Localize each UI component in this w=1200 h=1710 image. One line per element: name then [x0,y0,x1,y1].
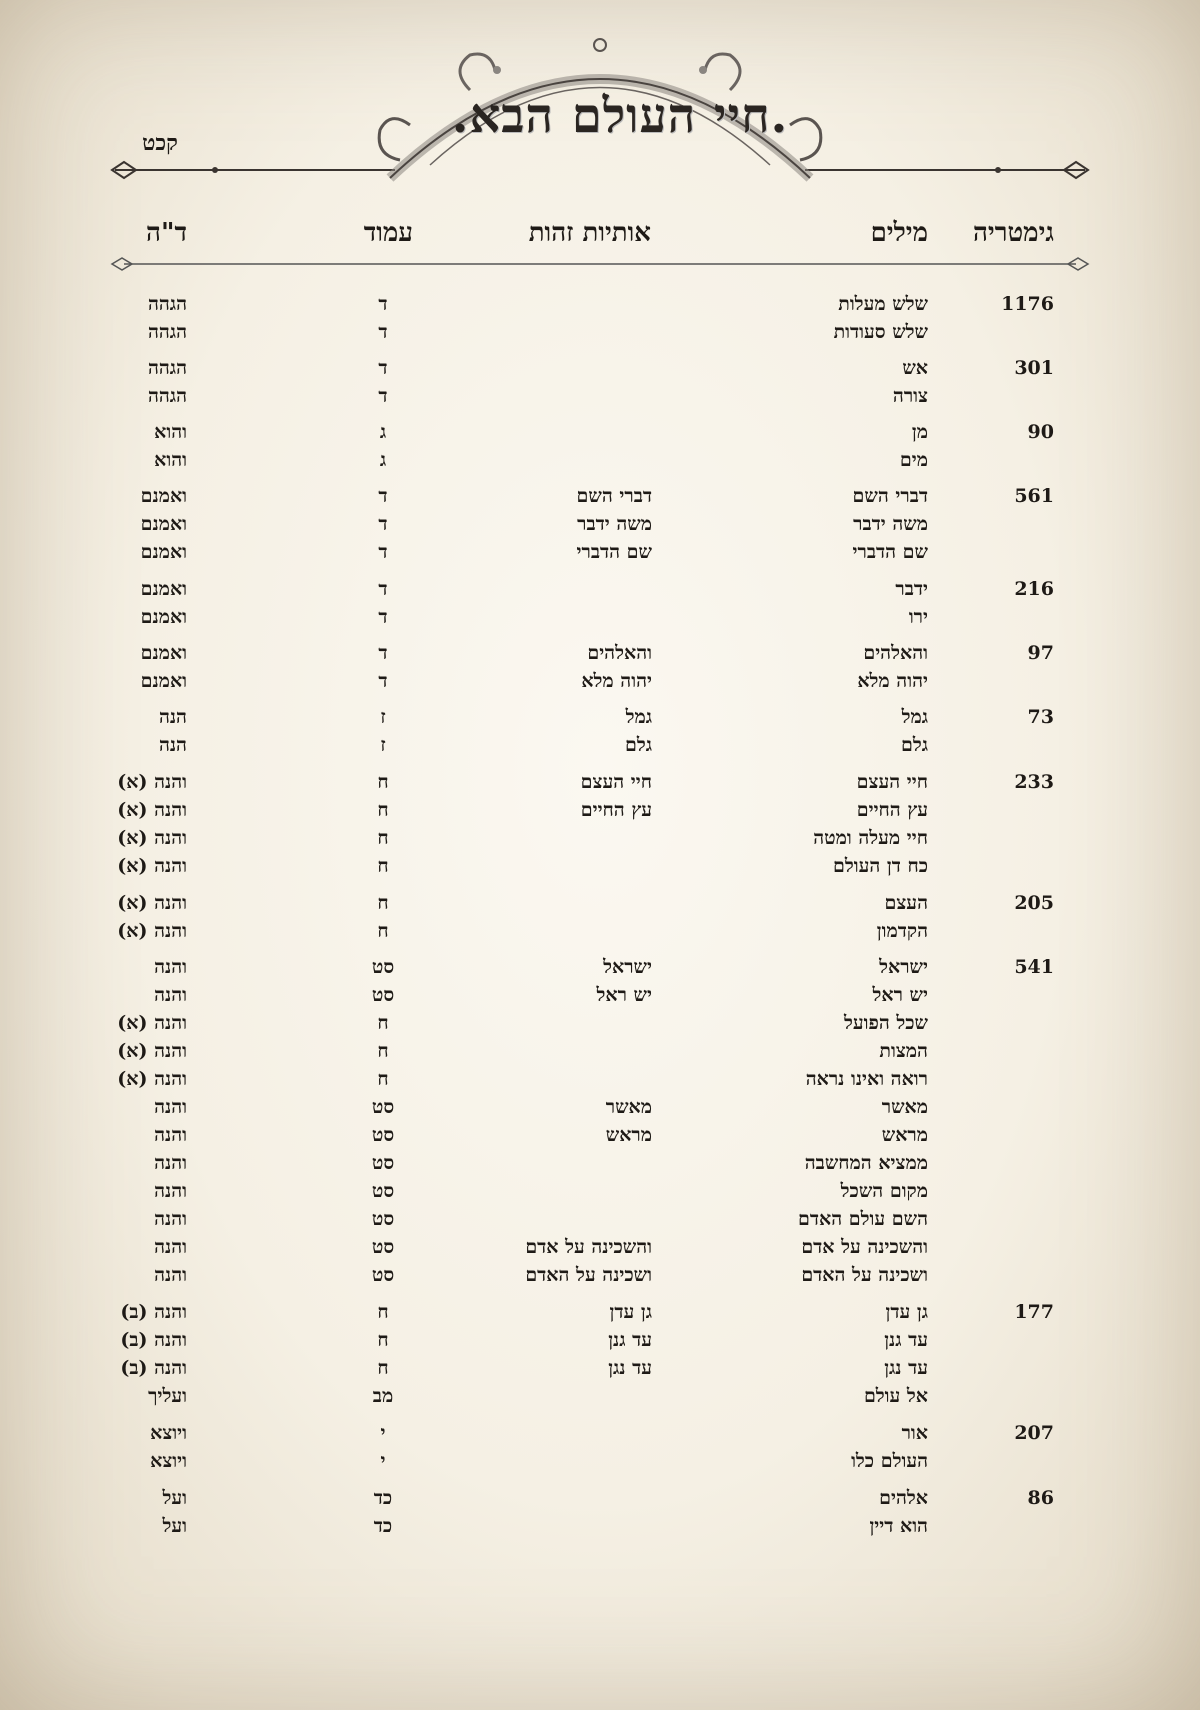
table-row [0,1012,1200,1040]
word-cell: רואה ואינו נראה [805,1068,928,1090]
dh-cell: והנה (א) [117,771,187,793]
page-cell: י [380,1422,386,1444]
gematria-value: 73 [1027,706,1054,728]
word-cell: העולם כלו [851,1450,928,1472]
gematria-value: 216 [1014,578,1054,600]
letters-cell: עד נגן [608,1357,652,1379]
table-row [0,984,1200,1012]
table-row [0,485,1200,513]
page-cell: ח [377,827,389,849]
table-row [0,1329,1200,1357]
page-cell: י [380,1450,386,1472]
word-cell: העצם [884,892,928,914]
word-cell: חיי מעלה ומטה [813,827,928,849]
word-cell: והשכינה על אדם [801,1236,928,1258]
page-cell: סט [371,1096,395,1118]
table-row [0,606,1200,634]
word-cell: יהוה מלא [857,670,928,692]
page-cell: מב [372,1385,394,1407]
word-cell: עץ החיים [856,799,928,821]
dh-cell: והנה (א) [117,827,187,849]
letters-cell: מראש [605,1124,652,1146]
gematria-group [0,578,1200,634]
gematria-value: 97 [1027,642,1054,664]
dh-cell: והוא [154,421,187,443]
gematria-value: 207 [1014,1422,1054,1444]
page-cell: סט [371,1236,395,1258]
table-row [0,892,1200,920]
gematria-group [0,706,1200,762]
page-cell: ד [378,578,388,600]
letters-cell: שם הדברי [576,541,652,563]
table-row [0,1040,1200,1068]
page-cell: ח [377,1301,389,1323]
word-cell: הוא דיין [869,1515,928,1537]
column-headers [0,218,1200,258]
gematria-value: 541 [1014,956,1054,978]
page-cell: ח [377,892,389,914]
dh-cell: והנה [154,1152,187,1174]
gematria-group [0,293,1200,349]
dh-cell: והנה (א) [117,1068,187,1090]
gematria-group [0,956,1200,1292]
gematria-value: 301 [1014,357,1054,379]
letters-cell: משה ידבר [577,513,652,535]
dh-cell: והנה [154,1124,187,1146]
table-row [0,706,1200,734]
page-cell: ד [378,321,388,343]
letters-cell: גן עדן [609,1301,652,1323]
dh-cell: והנה (א) [117,920,187,942]
gematria-group [0,1487,1200,1543]
gematria-value: 90 [1027,421,1054,443]
page-cell: ז [380,706,386,728]
dh-cell: ואמנם [140,485,187,507]
page-cell: ד [378,670,388,692]
word-cell: אור [901,1422,928,1444]
page-cell: ד [378,642,388,664]
word-cell: מים [899,449,928,471]
letters-cell: ישראל [603,956,652,978]
dh-cell: הגהה [147,321,187,343]
gematria-value: 233 [1014,771,1054,793]
table-row [0,734,1200,762]
word-cell: השם עולם האדם [798,1208,928,1230]
letters-cell: דברי השם [576,485,652,507]
table-row [0,956,1200,984]
gematria-value: 205 [1014,892,1054,914]
page-cell: ח [377,1012,389,1034]
word-cell: אל עולם [863,1385,928,1407]
dh-cell: והנה (א) [117,892,187,914]
dh-cell: והנה (א) [117,799,187,821]
page-cell: סט [371,984,395,1006]
table-row [0,513,1200,541]
table-row [0,642,1200,670]
gematria-group [0,642,1200,698]
word-cell: שלש סעודות [833,321,928,343]
table-row [0,827,1200,855]
gematria-group [0,485,1200,569]
page-header [0,0,1200,200]
dh-cell: והנה [154,1096,187,1118]
table-row [0,1450,1200,1478]
word-cell: מן [911,421,928,443]
word-cell: עד גנן [884,1329,928,1351]
page-cell: ג [379,421,387,443]
table-row [0,1124,1200,1152]
word-cell: ירו [908,606,928,628]
table-row [0,449,1200,477]
dh-cell: הגהה [147,385,187,407]
table-row [0,578,1200,606]
page-cell: ג [379,449,387,471]
dh-cell: ואמנם [140,513,187,535]
table-row [0,1236,1200,1264]
letters-cell: עד גנן [608,1329,652,1351]
header-gematria: גימטריה [972,218,1054,248]
table-row [0,1422,1200,1450]
gematria-value: 177 [1014,1301,1054,1323]
word-cell: הקדמון [876,920,928,942]
word-cell: צורה [892,385,928,407]
table-row [0,1487,1200,1515]
page-cell: ד [378,513,388,535]
page-cell: ח [377,920,389,942]
dh-cell: והנה [154,1208,187,1230]
letters-cell: יהוה מלא [581,670,652,692]
dh-cell: והנה [154,956,187,978]
dh-cell: והנה [154,1264,187,1286]
dh-cell: ועל [162,1515,187,1537]
table-row [0,1357,1200,1385]
letters-cell: גלם [624,734,652,756]
word-cell: אלהים [879,1487,928,1509]
dh-cell: והנה (ב) [120,1329,187,1351]
page-cell: סט [371,1124,395,1146]
header-page: עמוד [363,218,413,248]
word-cell: ממציא המחשבה [804,1152,928,1174]
page-cell: כד [373,1487,393,1509]
page-cell: ח [377,1040,389,1062]
table-row [0,771,1200,799]
dh-cell: והנה (א) [117,1040,187,1062]
dh-cell: הנה [158,734,187,756]
word-cell: חיי העצם [856,771,928,793]
gematria-group [0,1301,1200,1413]
dh-cell: הגהה [147,357,187,379]
page-cell: סט [371,1180,395,1202]
table-row [0,421,1200,449]
word-cell: המצות [879,1040,928,1062]
dh-cell: ואמנם [140,642,187,664]
page-cell: ח [377,799,389,821]
gematria-group [0,357,1200,413]
gematria-group [0,1422,1200,1478]
word-cell: והאלהים [863,642,928,664]
word-cell: דברי השם [852,485,928,507]
gematria-value: 561 [1014,485,1054,507]
banner-title: .חיי העולם הבא. [451,88,789,144]
page-cell: ח [377,1068,389,1090]
table-row [0,1096,1200,1124]
dh-cell: ויוצא [150,1422,187,1444]
table-row [0,1208,1200,1236]
word-cell: משה ידבר [853,513,928,535]
dh-cell: ואמנם [140,541,187,563]
dh-cell: והנה (א) [117,855,187,877]
letters-cell: עץ החיים [580,799,652,821]
dh-cell: והנה [154,1180,187,1202]
page-cell: ז [380,734,386,756]
header-words: מילים [870,218,928,248]
table-row [0,1180,1200,1208]
page-cell: ד [378,606,388,628]
gematria-group [0,771,1200,883]
table-row [0,385,1200,413]
word-cell: גמל [901,706,928,728]
letters-cell: גמל [625,706,652,728]
table-row [0,1152,1200,1180]
word-cell: שם הדברי [852,541,928,563]
table-row [0,1385,1200,1413]
gematria-value: 1176 [1001,293,1054,315]
word-cell: גן עדן [885,1301,928,1323]
table-row [0,1515,1200,1543]
dh-cell: והנה (ב) [120,1357,187,1379]
page-number: קכט [142,130,178,156]
word-cell: גלם [900,734,928,756]
table-row [0,799,1200,827]
table-row [0,1068,1200,1096]
dh-cell: והנה (א) [117,1012,187,1034]
table-row [0,1301,1200,1329]
word-cell: ושכינה על האדם [801,1264,928,1286]
table-row [0,670,1200,698]
page-cell: סט [371,1264,395,1286]
header-letters: אותיות זהות [528,218,651,248]
word-cell: עד נגן [884,1357,928,1379]
dh-cell: ויוצא [150,1450,187,1472]
word-cell: ישראל [879,956,928,978]
word-cell: כח דן העולם [832,855,928,877]
gematria-group [0,421,1200,477]
word-cell: יש ראל [872,984,928,1006]
table-row [0,293,1200,321]
word-cell: מאשר [881,1096,928,1118]
page-cell: ח [377,1329,389,1351]
gematria-value: 86 [1027,1487,1054,1509]
letters-cell: והשכינה על אדם [525,1236,652,1258]
table-row [0,1264,1200,1292]
gematria-group [0,892,1200,948]
page-cell: ח [377,1357,389,1379]
dh-cell: ואמנם [140,670,187,692]
header-dh: ד"ה [145,218,187,248]
page-cell: ח [377,855,389,877]
word-cell: ידבר [895,578,928,600]
page-cell: ד [378,385,388,407]
page-cell: כד [373,1515,393,1537]
word-cell: שלש מעלות [838,293,928,315]
header-divider [110,256,1090,272]
letters-cell: חיי העצם [580,771,652,793]
table-row [0,855,1200,883]
letters-cell: והאלהים [587,642,652,664]
page-cell: ד [378,485,388,507]
dh-cell: והנה [154,984,187,1006]
dh-cell: ואמנם [140,606,187,628]
gematria-table [0,293,1200,1551]
page-cell: ד [378,293,388,315]
page-cell: ד [378,541,388,563]
dh-cell: והוא [154,449,187,471]
page-cell: סט [371,1208,395,1230]
word-cell: מראש [881,1124,928,1146]
page-cell: סט [371,956,395,978]
word-cell: שכל הפועל [843,1012,928,1034]
word-cell: מקום השכל [840,1180,928,1202]
dh-cell: הגהה [147,293,187,315]
page-cell: ח [377,771,389,793]
table-row [0,920,1200,948]
table-row [0,541,1200,569]
page-cell: ד [378,357,388,379]
word-cell: אש [902,357,928,379]
dh-cell: והנה (ב) [120,1301,187,1323]
table-row [0,321,1200,349]
dh-cell: ועליך [148,1385,187,1407]
page-cell: סט [371,1152,395,1174]
letters-cell: יש ראל [596,984,652,1006]
dh-cell: הנה [158,706,187,728]
letters-cell: מאשר [605,1096,652,1118]
dh-cell: והנה [154,1236,187,1258]
letters-cell: ושכינה על האדם [525,1264,652,1286]
dh-cell: ועל [162,1487,187,1509]
dh-cell: ואמנם [140,578,187,600]
table-row [0,357,1200,385]
